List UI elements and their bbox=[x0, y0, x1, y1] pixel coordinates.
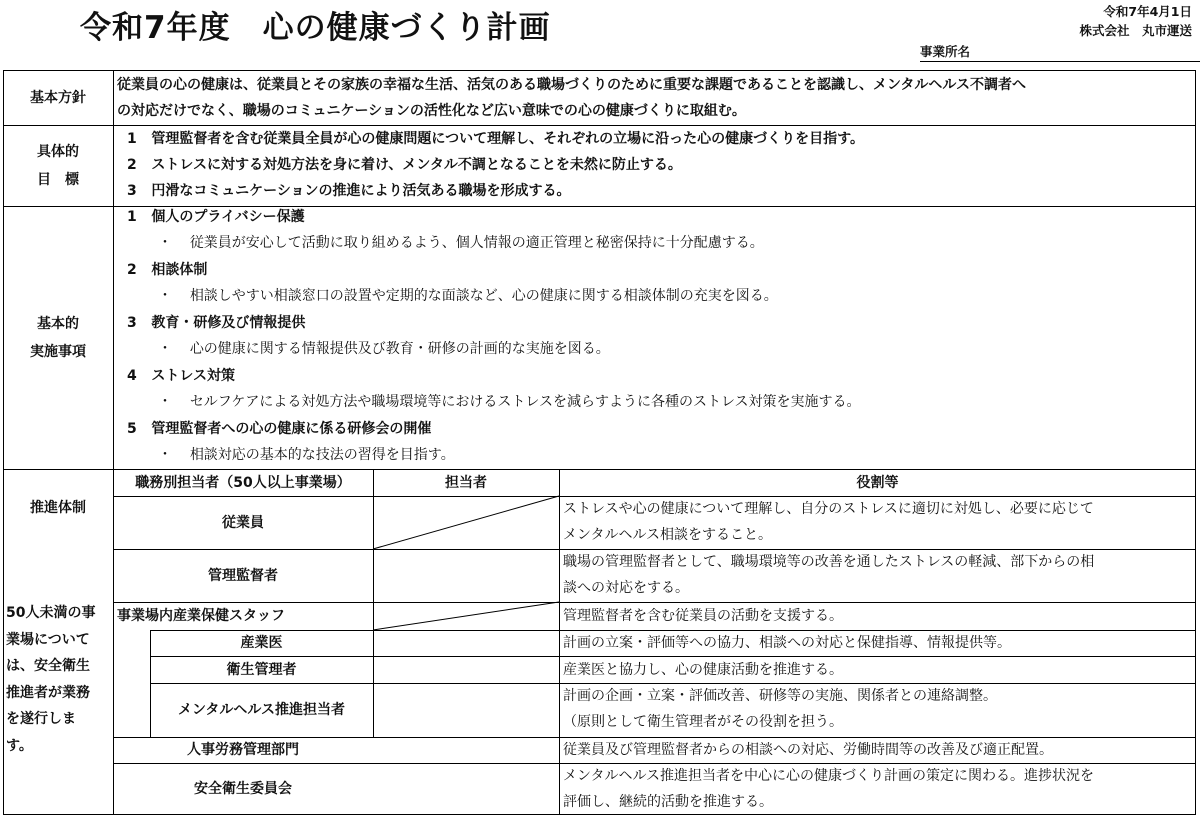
measure-heading-text: 個人のプライバシー保護 bbox=[151, 209, 305, 225]
note-line: 推進者が業務 bbox=[6, 684, 90, 701]
company-name: 株式会社 丸市運送 bbox=[1079, 23, 1192, 38]
goal-number: 1 bbox=[127, 131, 137, 147]
role-line: 従業員及び管理監督者からの相談への対応、労働時間等の改善及び適正配置。 bbox=[563, 742, 1053, 758]
goal-number: 3 bbox=[127, 183, 137, 199]
role-line: 計画の立案・評価等への協力、相談への対応と保健指導、情報提供等。 bbox=[563, 635, 1011, 651]
measure-heading-3 bbox=[127, 310, 305, 336]
diagonal-slashes bbox=[373, 496, 559, 630]
role-line: メンタルヘルス相談をすること。 bbox=[563, 527, 773, 543]
role-line: ストレスや心の健康について理解し、自分のストレスに適切に対処し、必要に応じて bbox=[563, 501, 1094, 517]
goal-text: ストレスに対する対処方法を身に着け、メンタル不調となることを未然に防止する。 bbox=[151, 157, 682, 173]
row-employee-role bbox=[563, 496, 1094, 548]
goals-label-1: 具体的 bbox=[37, 144, 79, 160]
bullet: ・ bbox=[158, 235, 172, 251]
measure-detail-text: 従業員が安心して活動に取り組めるよう、個人情報の適正管理と秘密保持に十分配慮する。 bbox=[189, 235, 764, 251]
measure-detail-text: 相談しやすい相談窓口の設置や定期的な面談など、心の健康に関する相談体制の充実を図る。 bbox=[189, 288, 778, 304]
measure-detail-3 bbox=[158, 336, 610, 362]
goal-number: 2 bbox=[127, 157, 137, 173]
measure-detail-text: セルフケアによる対処方法や職場環境等におけるストレスを減らすように各種のストレス対策を実施する。 bbox=[189, 394, 861, 410]
note-line: 50人未満の事 bbox=[6, 605, 96, 621]
measure-number: 3 bbox=[127, 315, 137, 331]
row-employee-name: 従業員 bbox=[222, 515, 264, 531]
measure-number: 4 bbox=[127, 368, 137, 384]
note-line: 業場について bbox=[6, 631, 90, 648]
bullet: ・ bbox=[158, 394, 172, 410]
goal-item-2 bbox=[127, 152, 682, 178]
measure-detail-text: 相談対応の基本的な技法の習得を目指す。 bbox=[189, 447, 455, 463]
measure-heading-text: 相談体制 bbox=[151, 262, 208, 278]
slash-staff bbox=[373, 602, 559, 630]
office-name-field: 事業所名 bbox=[920, 42, 1200, 62]
role-line: 評価し、継続的活動を推進する。 bbox=[563, 794, 773, 810]
role-line: 職場の管理監督者として、職場環境等の改善を通したストレスの軽減、部下からの相 bbox=[563, 554, 1095, 570]
row-mh-name: メンタルヘルス推進担当者 bbox=[177, 702, 346, 718]
goal-text: 管理監督者を含む従業員全員が心の健康問題について理解し、それぞれの立場に沿った心の健康づくりを目指す。 bbox=[151, 131, 864, 147]
role-line: 談への対応をする。 bbox=[563, 580, 689, 596]
label-column-divider bbox=[113, 70, 114, 815]
role-line: 計画の企画・立案・評価改善、研修等の実施、関係者との連絡調整。 bbox=[563, 688, 997, 704]
basic-policy-label: 基本方針 bbox=[30, 90, 86, 106]
bullet: ・ bbox=[158, 341, 172, 357]
row-hygiene-role bbox=[563, 657, 843, 683]
small-office-note bbox=[6, 600, 112, 759]
role-line: 産業医と協力し、心の健康活動を推進する。 bbox=[563, 662, 843, 678]
measure-number: 1 bbox=[127, 209, 137, 225]
row-manager-role bbox=[563, 549, 1094, 601]
slash-employee bbox=[373, 496, 559, 549]
goal-item-3 bbox=[127, 178, 571, 204]
row-mh-role bbox=[563, 683, 997, 735]
goal-text: 円滑なコミュニケーションの推進により活気ある職場を形成する。 bbox=[151, 183, 571, 199]
row-staff-name: 事業場内産業保健スタッフ bbox=[117, 608, 285, 624]
measure-number: 2 bbox=[127, 262, 137, 278]
note-line: は、安全衛生 bbox=[6, 658, 90, 674]
header-meta bbox=[1079, 2, 1192, 40]
measure-heading-text: ストレス対策 bbox=[151, 368, 235, 384]
header-person: 担当者 bbox=[445, 475, 487, 491]
role-line: 管理監督者を含む従業員の活動を支援する。 bbox=[563, 608, 843, 624]
goal-item-1 bbox=[127, 126, 864, 152]
bullet: ・ bbox=[158, 447, 172, 463]
page-title: 令和7年度 心の健康づくり計画 bbox=[80, 10, 551, 46]
row-hr-role bbox=[563, 737, 1053, 763]
bullet: ・ bbox=[158, 288, 172, 304]
row-committee-role bbox=[563, 763, 1094, 815]
row-doctor-role bbox=[563, 630, 1011, 656]
header-role: 役割等 bbox=[856, 475, 899, 491]
measure-heading-text: 管理監督者への心の健康に係る研修会の開催 bbox=[151, 421, 432, 437]
row-staff-role bbox=[563, 603, 843, 629]
goals-label-2: 目 標 bbox=[37, 172, 79, 188]
measure-heading-1 bbox=[127, 204, 305, 230]
row-hygiene-name: 衛生管理者 bbox=[226, 662, 297, 678]
row-manager-name: 管理監督者 bbox=[208, 568, 278, 584]
role-line: メンタルヘルス推進担当者を中心に心の健康づくり計画の策定に関わる。進捗状況を bbox=[563, 768, 1095, 784]
document-date: 令和7年4月1日 bbox=[1103, 4, 1192, 19]
basic-policy-line-1: 従業員の心の健康は、従業員とその家族の幸福な生活、活気のある職場づくりのために重要な課題であることを認識し、メンタルヘルス不調者へ bbox=[117, 77, 1027, 93]
measure-number: 5 bbox=[127, 421, 137, 437]
row-committee-name: 安全衛生委員会 bbox=[194, 781, 292, 797]
measure-detail-text: 心の健康に関する情報提供及び教育・研修の計画的な実施を図る。 bbox=[189, 341, 610, 357]
measure-heading-text: 教育・研修及び情報提供 bbox=[151, 315, 306, 331]
basic-policy-line-2: の対応だけでなく、職場のコミュニケーションの活性化など広い意味での心の健康づくりに取組む。 bbox=[117, 103, 746, 119]
note-line: を遂行しま bbox=[6, 711, 76, 727]
row-doctor-name: 産業医 bbox=[240, 635, 283, 651]
system-label: 推進体制 bbox=[30, 500, 86, 516]
measure-heading-2 bbox=[127, 257, 207, 283]
measure-heading-5 bbox=[127, 416, 431, 442]
measures-label-2: 実施事項 bbox=[30, 344, 86, 360]
header-position: 職務別担当者（50人以上事業場） bbox=[135, 475, 351, 491]
measures-label-1: 基本的 bbox=[37, 316, 79, 332]
measure-heading-4 bbox=[127, 363, 235, 389]
measure-detail-1 bbox=[158, 230, 764, 256]
measure-detail-5 bbox=[158, 442, 455, 468]
role-line: （原則として衛生管理者がその役割を担う。 bbox=[563, 714, 843, 730]
measure-detail-4 bbox=[158, 389, 861, 415]
row-hr-name: 人事労務管理部門 bbox=[187, 742, 299, 758]
measure-detail-2 bbox=[158, 283, 778, 309]
note-line: す。 bbox=[6, 737, 33, 754]
